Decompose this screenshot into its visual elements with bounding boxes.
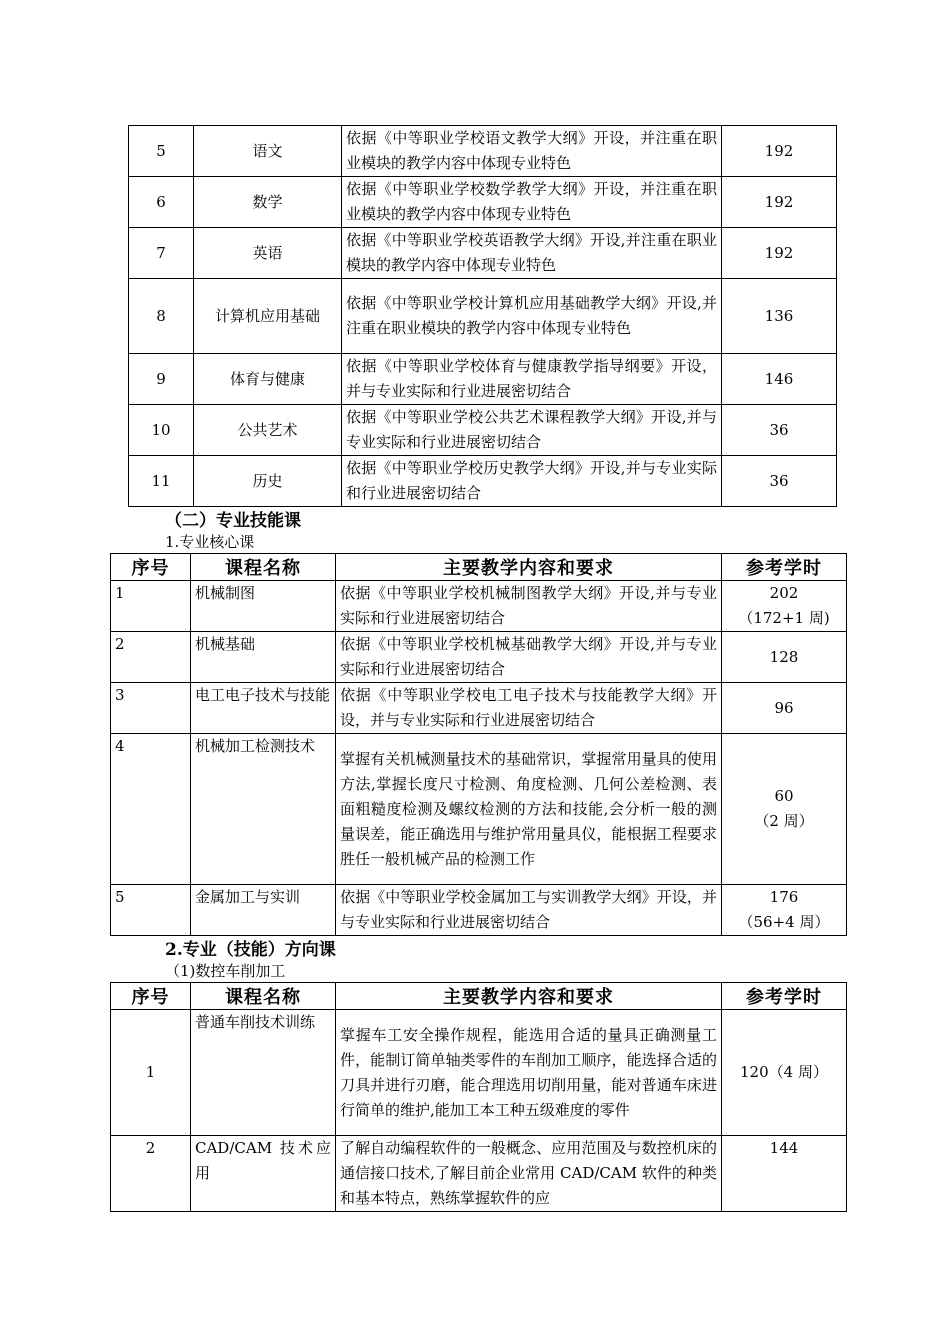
course-hours <box>722 734 847 885</box>
core-courses-table <box>110 553 847 936</box>
course-number: 4 <box>111 734 191 885</box>
table-row <box>111 581 847 632</box>
course-content: 依据《中等职业学校英语教学大纲》开设,并注重在职业模块的教学内容中体现专业特色 <box>342 228 722 279</box>
hours-detail: （56+4 周） <box>738 913 830 931</box>
course-hours: 120（4 周） <box>722 1010 847 1136</box>
course-number: 1 <box>111 581 191 632</box>
course-content: 依据《中等职业学校电工电子技术与技能教学大纲》开设，并与专业实际和行业进展密切结合 <box>336 683 722 734</box>
course-hours: 192 <box>722 228 837 279</box>
header-content: 主要教学内容和要求 <box>336 983 722 1010</box>
course-content: 了解自动编程软件的一般概念、应用范围及与数控机床的通信接口技术,了解目前企业常用 CAD/CAM 软件的种类和基本特点，熟练掌握软件的应 <box>336 1136 722 1212</box>
course-content: 依据《中等职业学校体育与健康教学指导纲要》开设，并与专业实际和行业进展密切结合 <box>342 354 722 405</box>
course-content: 掌握车工安全操作规程，能选用合适的量具正确测量工件，能制订简单轴类零件的车削加工顺序，能选择合适的刀具并进行刃磨，能合理选用切削用量，能对普通车床进行简单的维护,能加工本工种五级难度的零件 <box>336 1010 722 1136</box>
hours-value: 176 <box>769 888 799 906</box>
course-number: 9 <box>129 354 194 405</box>
table-row <box>129 279 837 354</box>
hours-detail: （172+1 周) <box>738 609 830 627</box>
header-course-name: 课程名称 <box>191 554 336 581</box>
course-number: 2 <box>111 1136 191 1212</box>
table-row <box>129 354 837 405</box>
course-number: 7 <box>129 228 194 279</box>
subsection-label-core-courses: 1.专业核心课 <box>165 533 255 551</box>
table-row <box>129 405 837 456</box>
course-hours: 144 <box>722 1136 847 1212</box>
course-number: 6 <box>129 177 194 228</box>
header-number: 序号 <box>111 554 191 581</box>
course-name: 普通车削技术训练 <box>191 1010 336 1136</box>
header-number: 序号 <box>111 983 191 1010</box>
course-number: 10 <box>129 405 194 456</box>
header-content: 主要教学内容和要求 <box>336 554 722 581</box>
course-content: 依据《中等职业学校机械基础教学大纲》开设,并与专业实际和行业进展密切结合 <box>336 632 722 683</box>
course-name: 英语 <box>194 228 342 279</box>
course-name: 机械基础 <box>191 632 336 683</box>
hours-value: 60 <box>774 787 794 805</box>
course-hours: 36 <box>722 456 837 507</box>
header-hours: 参考学时 <box>722 554 847 581</box>
course-hours: 36 <box>722 405 837 456</box>
course-content: 依据《中等职业学校数学教学大纲》开设，并注重在职业模块的教学内容中体现专业特色 <box>342 177 722 228</box>
hours-value: 96 <box>774 698 794 717</box>
table-header-row <box>111 983 847 1010</box>
course-number: 5 <box>129 126 194 177</box>
course-content: 掌握有关机械测量技术的基础常识，掌握常用量具的使用方法,掌握长度尺寸检测、角度检测、几何公差检测、表面粗糙度检测及螺纹检测的方法和技能,会分析一般的测量误差，能正确选用与维护常用量具仪，能根据工程要求胜任一般机械产品的检测工作 <box>336 734 722 885</box>
direction-courses-table <box>110 982 847 1212</box>
header-hours: 参考学时 <box>722 983 847 1010</box>
course-name: 机械制图 <box>191 581 336 632</box>
table-row <box>111 885 847 936</box>
course-hours: 136 <box>722 279 837 354</box>
course-name: 语文 <box>194 126 342 177</box>
course-number: 1 <box>111 1010 191 1136</box>
course-number: 11 <box>129 456 194 507</box>
table-row <box>111 1010 847 1136</box>
course-name: 机械加工检测技术 <box>191 734 336 885</box>
course-name: 电工电子技术与技能 <box>191 683 336 734</box>
course-content: 依据《中等职业学校历史教学大纲》开设,并与专业实际和行业进展密切结合 <box>342 456 722 507</box>
course-hours: 192 <box>722 177 837 228</box>
section-heading-skill-courses: （二）专业技能课 <box>165 511 301 531</box>
course-number: 3 <box>111 683 191 734</box>
course-hours: 192 <box>722 126 837 177</box>
hours-detail: （2 周） <box>754 812 814 830</box>
section-heading-direction-courses: 2.专业（技能）方向课 <box>165 940 336 960</box>
course-hours <box>722 885 847 936</box>
table-row <box>111 1136 847 1212</box>
course-name: 体育与健康 <box>194 354 342 405</box>
table-row <box>129 456 837 507</box>
course-name: 数学 <box>194 177 342 228</box>
header-course-name: 课程名称 <box>191 983 336 1010</box>
table-row <box>129 228 837 279</box>
course-content: 依据《中等职业学校机械制图教学大纲》开设,并与专业实际和行业进展密切结合 <box>336 581 722 632</box>
course-number: 5 <box>111 885 191 936</box>
course-content: 依据《中等职业学校语文教学大纲》开设，并注重在职业模块的教学内容中体现专业特色 <box>342 126 722 177</box>
course-hours <box>722 632 847 683</box>
course-content: 依据《中等职业学校金属加工与实训教学大纲》开设，并与专业实际和行业进展密切结合 <box>336 885 722 936</box>
course-name: CAD/CAM 技术应用 <box>191 1136 336 1212</box>
course-content: 依据《中等职业学校计算机应用基础教学大纲》开设,并注重在职业模块的教学内容中体现专业特色 <box>342 279 722 354</box>
table-row <box>111 683 847 734</box>
subsection-label-cnc-turning: （1)数控车削加工 <box>165 962 286 980</box>
hours-value: 128 <box>769 647 799 666</box>
course-hours: 146 <box>722 354 837 405</box>
course-number: 8 <box>129 279 194 354</box>
course-hours <box>722 683 847 734</box>
table-row <box>111 734 847 885</box>
course-number: 2 <box>111 632 191 683</box>
table-row <box>129 126 837 177</box>
table-header-row <box>111 554 847 581</box>
course-name: 公共艺术 <box>194 405 342 456</box>
course-content: 依据《中等职业学校公共艺术课程教学大纲》开设,并与专业实际和行业进展密切结合 <box>342 405 722 456</box>
course-hours <box>722 581 847 632</box>
course-name: 计算机应用基础 <box>194 279 342 354</box>
table-row <box>111 632 847 683</box>
public-courses-table <box>128 125 837 507</box>
table-row <box>129 177 837 228</box>
course-name: 金属加工与实训 <box>191 885 336 936</box>
course-name: 历史 <box>194 456 342 507</box>
hours-value: 202 <box>769 584 799 602</box>
